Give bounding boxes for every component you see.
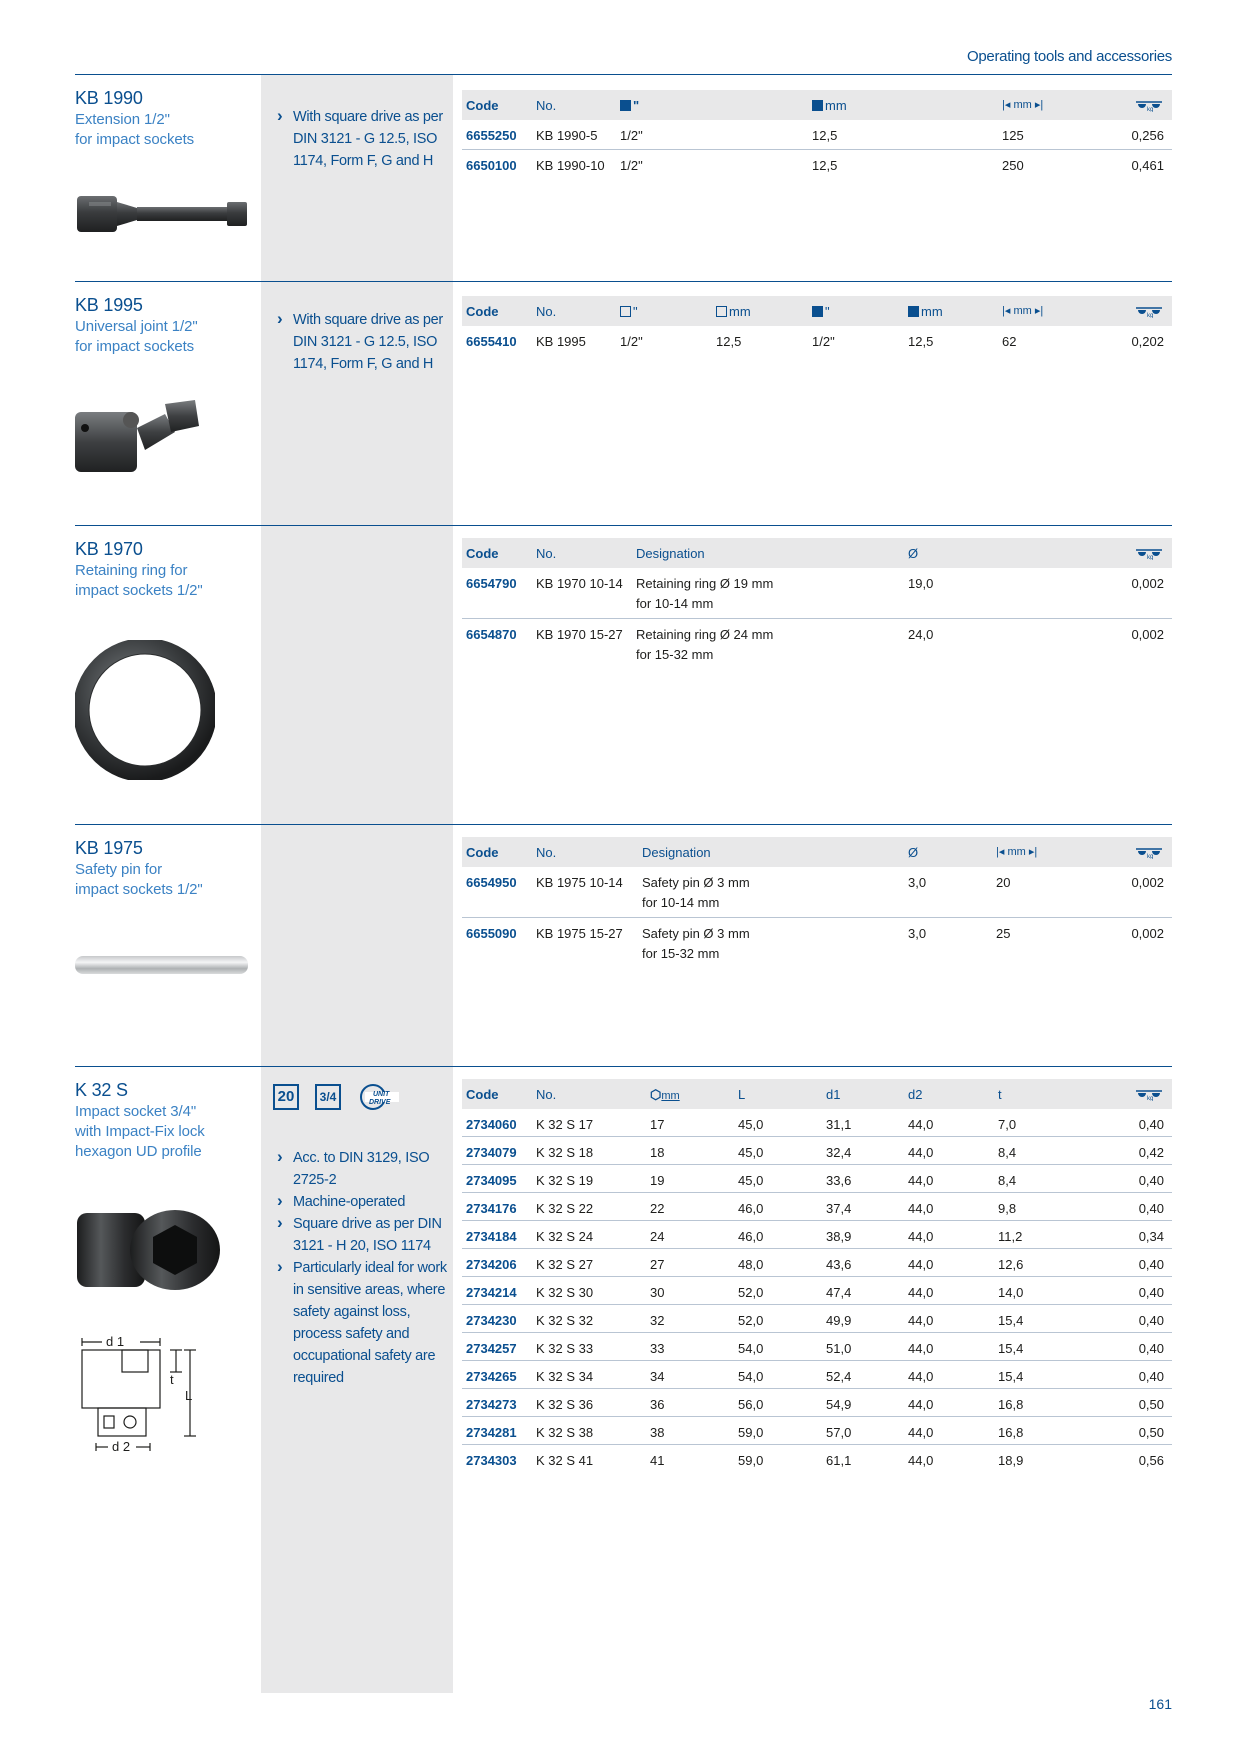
- cell-length: 54,0: [738, 1341, 764, 1356]
- cell-d1: 57,0: [826, 1425, 852, 1440]
- cell-no: KB 1995: [536, 334, 586, 349]
- cell-d1: 47,4: [826, 1285, 852, 1300]
- table-row: [462, 1109, 1172, 1137]
- cell-designation-range: for 10-14 mm: [642, 895, 720, 910]
- cell-d1: 49,9: [826, 1313, 852, 1328]
- cell-d1: 33,6: [826, 1173, 852, 1188]
- weight-icon: [1134, 1087, 1164, 1104]
- square-socket-icon: [620, 306, 631, 317]
- svg-text:UNIT: UNIT: [373, 1091, 390, 1098]
- feature-item: › With square drive as per DIN 3121 - G 12.5, ISO 1174, Form F, G and H: [277, 106, 447, 172]
- cell-t: 16,8: [998, 1425, 1024, 1440]
- col-diameter: Ø: [908, 845, 919, 860]
- unit-drive-logo: [359, 1083, 399, 1111]
- feature-item: › Particularly ideal for work in sensitive areas, where safety against loss, process safety and occupational safety are required: [277, 1257, 447, 1389]
- feature-item: › Square drive as per DIN 3121 - H 20, ISO 1174: [277, 1213, 447, 1257]
- cell-hex-size: 38: [650, 1425, 665, 1440]
- feature-item: › Machine-operated: [277, 1191, 447, 1213]
- cell-t: 8,4: [998, 1173, 1017, 1188]
- cell-socket-inch: 1/2": [620, 334, 643, 349]
- cell-d2: 44,0: [908, 1145, 934, 1160]
- cell-t: 15,4: [998, 1369, 1024, 1384]
- col-square-inch: ": [812, 304, 830, 319]
- svg-text:kg: kg: [1147, 107, 1154, 112]
- cell-d2: 44,0: [908, 1285, 934, 1300]
- cell-drive-inch: 1/2": [620, 128, 643, 143]
- table-row: [462, 1389, 1172, 1417]
- cell-d1: 52,4: [826, 1369, 852, 1384]
- col-no: No.: [536, 304, 557, 319]
- cell-drive-mm: 12,5: [908, 334, 934, 349]
- cell-no: K 32 S 41: [536, 1453, 594, 1468]
- table-row: [462, 918, 1172, 968]
- col-no: No.: [536, 546, 557, 561]
- table-header: [462, 296, 1172, 326]
- cell-d1: 38,9: [826, 1229, 852, 1244]
- cell-length: 45,0: [738, 1145, 764, 1160]
- impact-socket-image: [75, 1205, 225, 1295]
- cell-length: 56,0: [738, 1397, 764, 1412]
- cell-d2: 44,0: [908, 1341, 934, 1356]
- col-code: Code: [466, 98, 499, 113]
- square-drive-icon: [812, 100, 823, 111]
- cell-hex-size: 24: [650, 1229, 665, 1244]
- cell-weight: 0,002: [1131, 627, 1164, 642]
- cell-t: 16,8: [998, 1397, 1024, 1412]
- cell-designation: Retaining ring Ø 19 mm: [636, 576, 774, 591]
- cell-length: 45,0: [738, 1173, 764, 1188]
- table-row: [462, 867, 1172, 918]
- cell-diameter: 3,0: [908, 875, 927, 890]
- svg-text:kg: kg: [1147, 1096, 1154, 1101]
- cell-code: 2734079: [466, 1145, 517, 1160]
- cell-designation-range: for 15-32 mm: [636, 647, 714, 662]
- cell-d1: 51,0: [826, 1341, 852, 1356]
- product-table: [462, 296, 1172, 355]
- section-subtitle: Safety pin for impact sockets 1/2": [75, 861, 203, 898]
- cell-d2: 44,0: [908, 1173, 934, 1188]
- cell-no: KB 1990-5: [536, 128, 598, 143]
- cell-hex-size: 17: [650, 1117, 665, 1132]
- cell-t: 15,4: [998, 1341, 1024, 1356]
- col-square-inch: ": [620, 98, 639, 113]
- section-title: KB 1995: [75, 295, 143, 315]
- col-square-mm: mm: [908, 304, 943, 319]
- col-no: No.: [536, 1087, 557, 1102]
- cell-code: 2734095: [466, 1173, 517, 1188]
- col-square-mm: mm: [812, 98, 847, 113]
- header-rule: [75, 74, 1172, 75]
- weight-icon: [1134, 304, 1164, 321]
- section-subtitle: Extension 1/2" for impact sockets: [75, 111, 195, 148]
- cell-no: K 32 S 32: [536, 1313, 594, 1328]
- cell-t: 9,8: [998, 1201, 1017, 1216]
- cell-length: 20: [996, 875, 1011, 890]
- col-d1: d1: [826, 1087, 841, 1102]
- inch-size-badge: 3/4: [315, 1084, 341, 1110]
- cell-designation: Safety pin Ø 3 mm: [642, 926, 750, 941]
- cell-code: 2734214: [466, 1285, 517, 1300]
- cell-t: 8,4: [998, 1145, 1017, 1160]
- safety-pin-image: [75, 950, 250, 980]
- universal-joint-image: [75, 398, 205, 478]
- section-divider: [75, 824, 1172, 825]
- square-socket-icon: [716, 306, 727, 317]
- svg-text:kg: kg: [1147, 854, 1154, 859]
- cell-no: K 32 S 30: [536, 1285, 594, 1300]
- cell-code: 6655410: [466, 334, 517, 349]
- drive-size-badge: 20: [273, 1084, 299, 1110]
- table-row: [462, 1417, 1172, 1445]
- col-code: Code: [466, 304, 499, 319]
- cell-length: 46,0: [738, 1201, 764, 1216]
- table-row: [462, 1445, 1172, 1472]
- section-subtitle: Universal joint 1/2" for impact sockets: [75, 318, 198, 355]
- cell-length: 48,0: [738, 1257, 764, 1272]
- col-square-inch-female: ": [620, 304, 638, 319]
- cell-t: 15,4: [998, 1313, 1024, 1328]
- cell-length: 59,0: [738, 1425, 764, 1440]
- table-header: [462, 1079, 1172, 1109]
- cell-no: K 32 S 33: [536, 1341, 594, 1356]
- cell-weight: 0,40: [1138, 1285, 1164, 1300]
- cell-length: 62: [1002, 334, 1017, 349]
- section-subtitle: Impact socket 3/4" with Impact-Fix lock hexagon UD profile: [75, 1103, 205, 1160]
- cell-no: K 32 S 38: [536, 1425, 594, 1440]
- cell-designation-range: for 10-14 mm: [636, 596, 714, 611]
- cell-no: KB 1990-10: [536, 158, 605, 173]
- cell-weight: 0,461: [1131, 158, 1164, 173]
- table-row: [462, 1193, 1172, 1221]
- svg-text:kg: kg: [1147, 313, 1154, 318]
- cell-weight: 0,002: [1131, 576, 1164, 591]
- cell-hex-size: 27: [650, 1257, 665, 1272]
- product-table: [462, 90, 1172, 179]
- cell-d2: 44,0: [908, 1369, 934, 1384]
- cell-d2: 44,0: [908, 1201, 934, 1216]
- diagram-label-t: t: [170, 1372, 174, 1387]
- cell-code: 6654790: [466, 576, 517, 591]
- col-d2: d2: [908, 1087, 923, 1102]
- dimension-diagram: [78, 1328, 208, 1458]
- col-hex-size: ⬡mm: [650, 1087, 680, 1102]
- cell-weight: 0,40: [1138, 1201, 1164, 1216]
- cell-weight: 0,50: [1138, 1397, 1164, 1412]
- table-header: [462, 538, 1172, 568]
- cell-length: 54,0: [738, 1369, 764, 1384]
- cell-no: KB 1970 10-14: [536, 576, 623, 591]
- cell-d2: 44,0: [908, 1257, 934, 1272]
- cell-hex-size: 41: [650, 1453, 665, 1468]
- cell-code: 2734281: [466, 1425, 517, 1440]
- col-code: Code: [466, 546, 499, 561]
- cell-d1: 61,1: [826, 1453, 852, 1468]
- col-length: L: [738, 1087, 746, 1102]
- cell-hex-size: 19: [650, 1173, 665, 1188]
- table-row: [462, 1137, 1172, 1165]
- feature-item: › Acc. to DIN 3129, ISO 2725-2: [277, 1147, 447, 1191]
- col-t: t: [998, 1087, 1002, 1102]
- square-drive-icon: [908, 306, 919, 317]
- cell-weight: 0,40: [1138, 1313, 1164, 1328]
- cell-length: 52,0: [738, 1313, 764, 1328]
- table-row: [462, 619, 1172, 669]
- col-no: No.: [536, 98, 557, 113]
- table-header: [462, 837, 1172, 867]
- cell-code: 2734060: [466, 1117, 517, 1132]
- table-row: [462, 1361, 1172, 1389]
- product-table: [462, 538, 1172, 669]
- cell-d1: 32,4: [826, 1145, 852, 1160]
- table-row: [462, 1305, 1172, 1333]
- diagram-label-l: L: [185, 1388, 193, 1403]
- cell-drive-inch: 1/2": [812, 334, 835, 349]
- cell-code: 2734230: [466, 1313, 517, 1328]
- cell-code: 2734273: [466, 1397, 517, 1412]
- cell-code: 6654870: [466, 627, 517, 642]
- cell-d2: 44,0: [908, 1117, 934, 1132]
- cell-designation: Safety pin Ø 3 mm: [642, 875, 750, 890]
- cell-d2: 44,0: [908, 1313, 934, 1328]
- col-code: Code: [466, 1087, 499, 1102]
- cell-weight: 0,40: [1138, 1173, 1164, 1188]
- retaining-ring-image: [75, 640, 215, 780]
- col-length: |◂ mm ▸|: [996, 846, 1038, 858]
- cell-no: K 32 S 27: [536, 1257, 594, 1272]
- cell-code: 6655250: [466, 128, 517, 143]
- header-title: Operating tools and accessories: [967, 48, 1172, 65]
- cell-hex-size: 33: [650, 1341, 665, 1356]
- feature-item: › With square drive as per DIN 3121 - G 12.5, ISO 1174, Form F, G and H: [277, 309, 447, 375]
- section-title: KB 1975: [75, 838, 143, 858]
- cell-designation: Retaining ring Ø 24 mm: [636, 627, 774, 642]
- cell-diameter: 3,0: [908, 926, 927, 941]
- cell-weight: 0,40: [1138, 1369, 1164, 1384]
- feature-list: [277, 1147, 447, 1389]
- cell-t: 14,0: [998, 1285, 1024, 1300]
- cell-weight: 0,34: [1138, 1229, 1164, 1244]
- cell-d2: 44,0: [908, 1397, 934, 1412]
- table-row: [462, 326, 1172, 355]
- col-no: No.: [536, 845, 557, 860]
- cell-no: K 32 S 19: [536, 1173, 594, 1188]
- cell-code: 2734176: [466, 1201, 517, 1216]
- cell-hex-size: 34: [650, 1369, 665, 1384]
- cell-length: 125: [1002, 128, 1024, 143]
- table-row: [462, 1333, 1172, 1361]
- cell-socket-mm: 12,5: [716, 334, 742, 349]
- cell-weight: 0,40: [1138, 1257, 1164, 1272]
- cell-no: K 32 S 36: [536, 1397, 594, 1412]
- cell-d2: 44,0: [908, 1229, 934, 1244]
- col-square-mm-female: mm: [716, 304, 751, 319]
- weight-icon: [1134, 546, 1164, 563]
- section-divider: [75, 281, 1172, 282]
- col-designation: Designation: [642, 845, 711, 860]
- cell-d1: 54,9: [826, 1397, 852, 1412]
- cell-no: K 32 S 22: [536, 1201, 594, 1216]
- cell-no: KB 1975 15-27: [536, 926, 623, 941]
- section-divider: [75, 1066, 1172, 1067]
- cell-length: 250: [1002, 158, 1024, 173]
- section-title: KB 1970: [75, 539, 143, 559]
- product-table: [462, 1079, 1172, 1472]
- cell-length: 46,0: [738, 1229, 764, 1244]
- col-length: |◂ mm ▸|: [1002, 99, 1044, 111]
- cell-drive-inch: 1/2": [620, 158, 643, 173]
- cell-d2: 44,0: [908, 1425, 934, 1440]
- diagram-label-d1: d 1: [106, 1334, 125, 1349]
- square-drive-icon: [620, 100, 631, 111]
- cell-d1: 31,1: [826, 1117, 852, 1132]
- cell-weight: 0,002: [1131, 926, 1164, 941]
- section-subtitle: Retaining ring for impact sockets 1/2": [75, 562, 203, 599]
- section-title: KB 1990: [75, 88, 143, 108]
- col-diameter: Ø: [908, 546, 919, 561]
- cell-designation-range: for 15-32 mm: [642, 946, 720, 961]
- table-row: [462, 120, 1172, 150]
- feature-list: [277, 309, 447, 375]
- cell-no: K 32 S 17: [536, 1117, 594, 1132]
- col-designation: Designation: [636, 546, 705, 561]
- svg-text:DRIVE: DRIVE: [369, 1099, 391, 1106]
- cell-weight: 0,42: [1138, 1145, 1164, 1160]
- cell-code: 2734257: [466, 1341, 517, 1356]
- cell-diameter: 24,0: [908, 627, 934, 642]
- cell-length: 59,0: [738, 1453, 764, 1468]
- cell-hex-size: 32: [650, 1313, 665, 1328]
- cell-code: 6655090: [466, 926, 517, 941]
- cell-no: KB 1975 10-14: [536, 875, 623, 890]
- cell-code: 6650100: [466, 158, 517, 173]
- cell-code: 2734265: [466, 1369, 517, 1384]
- cell-weight: 0,40: [1138, 1341, 1164, 1356]
- col-length: |◂ mm ▸|: [1002, 305, 1044, 317]
- cell-t: 11,2: [998, 1229, 1023, 1244]
- cell-no: K 32 S 34: [536, 1369, 594, 1384]
- section-divider: [75, 525, 1172, 526]
- cell-weight: 0,56: [1138, 1453, 1164, 1468]
- cell-hex-size: 30: [650, 1285, 665, 1300]
- table-row: [462, 1277, 1172, 1305]
- cell-code: 2734303: [466, 1453, 517, 1468]
- col-code: Code: [466, 845, 499, 860]
- cell-d1: 37,4: [826, 1201, 852, 1216]
- feature-list: [277, 106, 447, 172]
- section-title: K 32 S: [75, 1080, 128, 1100]
- page-number: 161: [1148, 1696, 1172, 1712]
- weight-icon: [1134, 845, 1164, 862]
- cell-code: 2734184: [466, 1229, 517, 1244]
- square-drive-icon: [812, 306, 823, 317]
- cell-t: 18,9: [998, 1453, 1024, 1468]
- cell-no: K 32 S 24: [536, 1229, 594, 1244]
- table-body: [462, 1109, 1172, 1472]
- cell-length: 52,0: [738, 1285, 764, 1300]
- table-row: [462, 1249, 1172, 1277]
- table-header: [462, 90, 1172, 120]
- product-table: [462, 837, 1172, 968]
- table-row: [462, 1165, 1172, 1193]
- cell-d1: 43,6: [826, 1257, 852, 1272]
- cell-hex-size: 22: [650, 1201, 665, 1216]
- table-row: [462, 568, 1172, 619]
- cell-weight: 0,002: [1131, 875, 1164, 890]
- cell-no: K 32 S 18: [536, 1145, 594, 1160]
- cell-weight: 0,50: [1138, 1425, 1164, 1440]
- cell-weight: 0,202: [1131, 334, 1164, 349]
- cell-d2: 44,0: [908, 1453, 934, 1468]
- cell-code: 2734206: [466, 1257, 517, 1272]
- weight-icon: [1134, 98, 1164, 115]
- extension-bar-image: [75, 190, 250, 238]
- cell-weight: 0,256: [1131, 128, 1164, 143]
- cell-diameter: 19,0: [908, 576, 934, 591]
- badge-row: [273, 1083, 463, 1115]
- cell-t: 12,6: [998, 1257, 1024, 1272]
- cell-code: 6654950: [466, 875, 517, 890]
- svg-text:kg: kg: [1147, 555, 1154, 560]
- cell-hex-size: 18: [650, 1145, 665, 1160]
- cell-drive-mm: 12,5: [812, 158, 838, 173]
- table-row: [462, 1221, 1172, 1249]
- cell-t: 7,0: [998, 1117, 1017, 1132]
- cell-no: KB 1970 15-27: [536, 627, 623, 642]
- diagram-label-d2: d 2: [112, 1439, 131, 1454]
- cell-hex-size: 36: [650, 1397, 665, 1412]
- cell-weight: 0,40: [1138, 1117, 1164, 1132]
- cell-drive-mm: 12,5: [812, 128, 838, 143]
- table-row: [462, 150, 1172, 179]
- cell-length: 45,0: [738, 1117, 764, 1132]
- cell-length: 25: [996, 926, 1011, 941]
